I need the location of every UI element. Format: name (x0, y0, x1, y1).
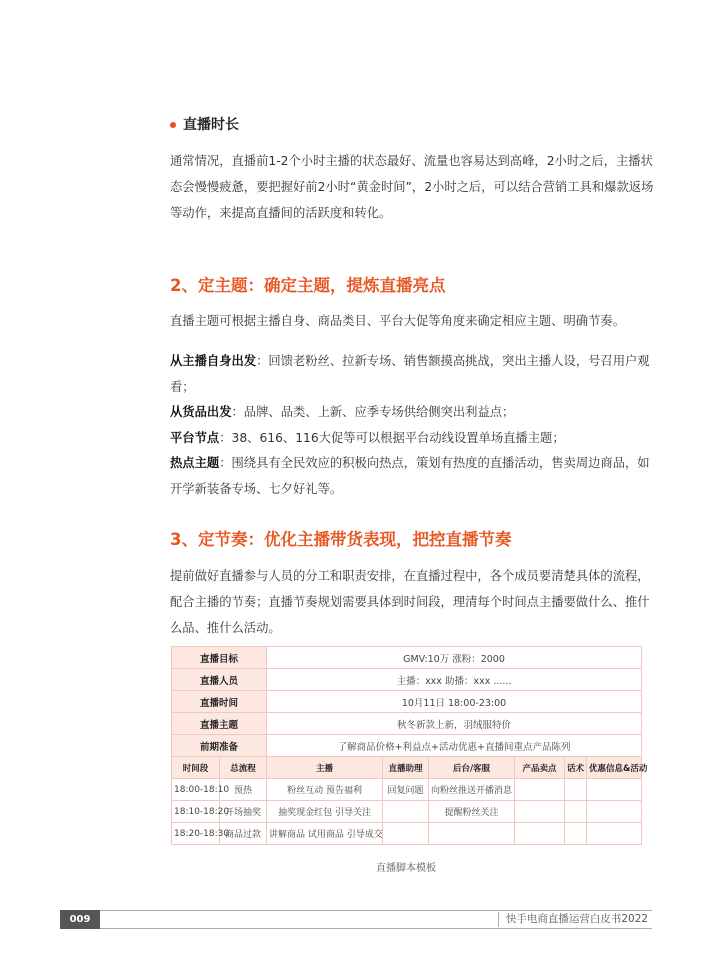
column-header: 时间段 (172, 757, 220, 779)
item-key: 热点主题 (170, 456, 220, 470)
row-label: 前期准备 (172, 735, 267, 757)
table-cell (383, 823, 429, 845)
row-label: 直播目标 (172, 647, 267, 669)
table-row (172, 669, 642, 691)
table-row (172, 713, 642, 735)
table-cell (515, 801, 565, 823)
table-cell (515, 823, 565, 845)
live-script-table (171, 646, 648, 845)
row-value: 了解商品价格+利益点+活动优惠+直播间重点产品陈列 (267, 735, 642, 757)
table-cell: 18:10-18:20 (172, 801, 220, 823)
column-header: 总流程 (220, 757, 267, 779)
table-cell (565, 779, 587, 801)
table-row (172, 691, 642, 713)
list-item (170, 400, 660, 426)
table-cell: 18:20-18:30 (172, 823, 220, 845)
footer-bottom-rule (60, 928, 652, 929)
row-label: 直播主题 (172, 713, 267, 735)
table-cell: 预热 (220, 779, 267, 801)
table-cell (383, 801, 429, 823)
table-row (172, 823, 642, 845)
table-cell: 18:00-18:10 (172, 779, 220, 801)
column-header: 直播助理 (383, 757, 429, 779)
list-item (170, 426, 660, 452)
footer-divider (498, 912, 499, 927)
column-header: 话术 (565, 757, 587, 779)
list-item (170, 349, 660, 400)
item-text: ：围绕具有全民效应的积极向热点，策划有热度的直播活动，售卖周边商品，如开学新装备专场、七夕好礼等。 (170, 456, 650, 496)
table-cell: 商品过款 (220, 823, 267, 845)
table-cell (565, 823, 587, 845)
rhythm-heading: 3、定节奏：优化主播带货表现，把控直播节奏 (170, 530, 512, 549)
section-paragraph: 通常情况，直播前1-2个小时主播的状态最好、流量也容易达到高峰，2小时之后，主播状态会慢慢疲惫，要把握好前2小时“黄金时间”，2小时之后，可以结合营销工具和爆款返场等动作，来提高直播间的活跃度和转化。 (170, 154, 654, 220)
item-key: 平台节点 (170, 430, 220, 445)
table-cell: 开场抽奖 (220, 801, 267, 823)
footer-top-rule (60, 910, 652, 911)
rhythm-paragraph: 提前做好直播参与人员的分工和职责安排，在直播过程中，各个成员要清楚具体的流程，配合主播的节奏；直播节奏规划需要具体到时间段，理清每个时间点主播要做什么、推什么品、推什么活动。 (170, 569, 650, 635)
footer-title: 快手电商直播运营白皮书2022 (505, 913, 649, 925)
table-cell (429, 823, 515, 845)
table-cell: 粉丝互动 预告福利 (267, 779, 383, 801)
table-cell (587, 779, 642, 801)
row-value: 秋冬新款上新，羽绒服特价 (267, 713, 642, 735)
table-row (172, 735, 642, 757)
section-bullet-title: 直播时长 (183, 117, 239, 133)
table-cell: 讲解商品 试用商品 引导成交 (267, 823, 383, 845)
table-row (172, 647, 642, 669)
row-value: 10月11日 18:00-23:00 (267, 691, 642, 713)
page-number: 009 (60, 910, 100, 929)
table-cell (587, 823, 642, 845)
item-text: ：品牌、品类、上新、应季专场供给侧突出利益点； (231, 405, 515, 419)
column-header: 主播 (267, 757, 383, 779)
item-key: 从主播自身出发 (170, 354, 257, 368)
row-value: 主播：xxx 助播：xxx ...... (267, 669, 642, 691)
theme-intro: 直播主题可根据主播自身、商品类目、平台大促等角度来确定相应主题、明确节奏。 (170, 314, 625, 328)
list-item (170, 451, 660, 502)
column-header: 后台/客服 (429, 757, 515, 779)
column-header: 优惠信息&活动 (587, 757, 642, 779)
table-row (172, 779, 642, 801)
row-label: 直播时间 (172, 691, 267, 713)
theme-list (170, 349, 660, 502)
table-cell (565, 801, 587, 823)
theme-heading: 2、定主题：确定主题，提炼直播亮点 (170, 276, 446, 295)
row-value: GMV:10万 涨粉：2000 (267, 647, 642, 669)
table-cell (587, 801, 642, 823)
item-key: 从货品出发 (170, 405, 232, 419)
item-text: ：38、616、116大促等可以根据平台动线设置单场直播主题； (219, 430, 565, 445)
table-header-row (172, 757, 642, 779)
column-header: 产品卖点 (515, 757, 565, 779)
table-cell: 向粉丝推送开播消息 (429, 779, 515, 801)
table-cell: 抽奖现金红包 引导关注 (267, 801, 383, 823)
item-text: ：回馈老粉丝、拉新专场、销售额摸高挑战，突出主播人设，号召用户观看； (170, 354, 650, 394)
bullet-dot (170, 122, 176, 128)
table-cell (515, 779, 565, 801)
row-label: 直播人员 (172, 669, 267, 691)
table-row (172, 801, 642, 823)
table-cell: 回复问题 (383, 779, 429, 801)
table-cell: 提醒粉丝关注 (429, 801, 515, 823)
table-caption: 直播脚本模板 (376, 863, 436, 874)
